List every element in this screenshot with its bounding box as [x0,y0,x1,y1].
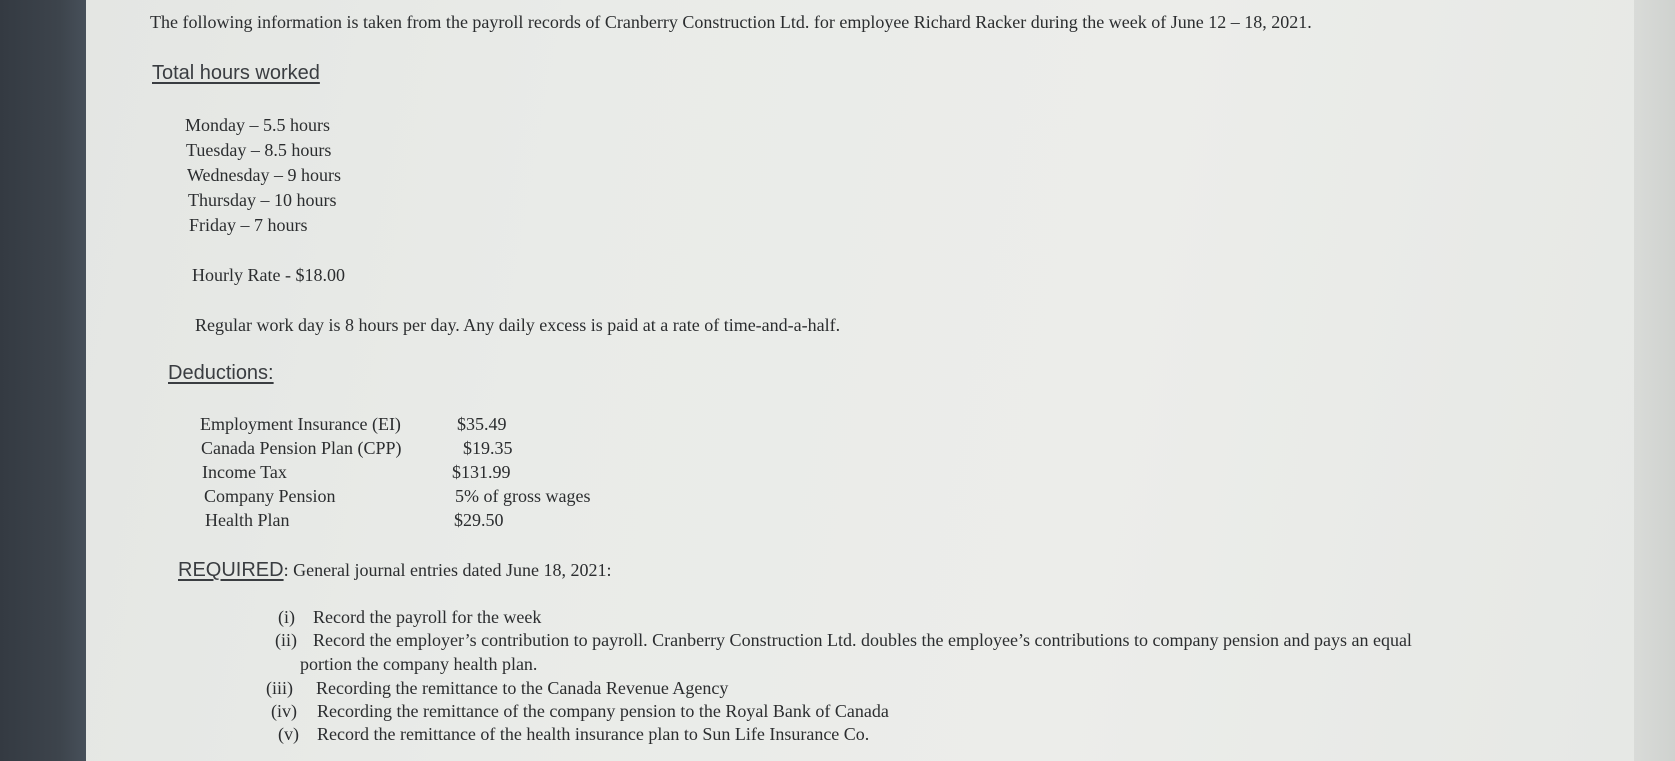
deduction-label-ei: Employment Insurance (EI) [200,414,401,434]
required-item-num: (iii) [266,678,293,698]
deduction-label-tax: Income Tax [202,462,287,482]
deduction-label-health: Health Plan [205,510,290,530]
required-item-text: Recording the remittance to the Canada Revenue Agency [316,678,729,698]
required-item-text: Record the employer’s contribution to payroll. Cranberry Construction Ltd. doubles the employee’s contributions to company pension and pays an equal [313,630,1412,650]
required-item-text: Record the remittance of the health insurance plan to Sun Life Insurance Co. [317,724,870,744]
deduction-label-cpp: Canada Pension Plan (CPP) [201,438,402,458]
required-item-num: (v) [278,724,299,744]
deduction-value-pension: 5% of gross wages [455,486,591,506]
required-item-num: (ii) [275,630,297,650]
deduction-value-health: $29.50 [454,510,504,530]
intro-text: The following information is taken from the payroll records of Cranberry Construction Ltd. for employee Richard Racker during the week of June 12 – 18, 2021. [150,12,1312,32]
hourly-rate: Hourly Rate - $18.00 [192,265,345,285]
screen-edge [1634,0,1675,761]
hours-monday: Monday – 5.5 hours [185,115,330,135]
deduction-label-pension: Company Pension [204,486,336,506]
required-text: : General journal entries dated June 18, 2021: [283,560,612,580]
required-line [178,559,611,582]
deductions-heading: Deductions: [168,362,274,384]
required-item-text: Recording the remittance of the company pension to the Royal Bank of Canada [317,701,889,721]
required-item-text: Record the payroll for the week [313,607,542,627]
required-item-continuation: portion the company health plan. [300,654,538,674]
deduction-value-ei: $35.49 [457,414,507,434]
deduction-value-tax: $131.99 [452,462,511,482]
hours-wednesday: Wednesday – 9 hours [187,165,342,185]
required-item-num: (iv) [271,701,297,721]
required-label: REQUIRED [178,559,284,581]
overtime-rule: Regular work day is 8 hours per day. Any daily excess is paid at a rate of time-and-a-half. [195,315,841,335]
hours-thursday: Thursday – 10 hours [188,190,337,210]
hours-tuesday: Tuesday – 8.5 hours [186,140,332,160]
hours-heading: Total hours worked [152,62,320,84]
hours-friday: Friday – 7 hours [189,215,308,235]
required-item-num: (i) [278,607,295,627]
deduction-value-cpp: $19.35 [463,438,513,458]
document-page [86,0,1634,761]
